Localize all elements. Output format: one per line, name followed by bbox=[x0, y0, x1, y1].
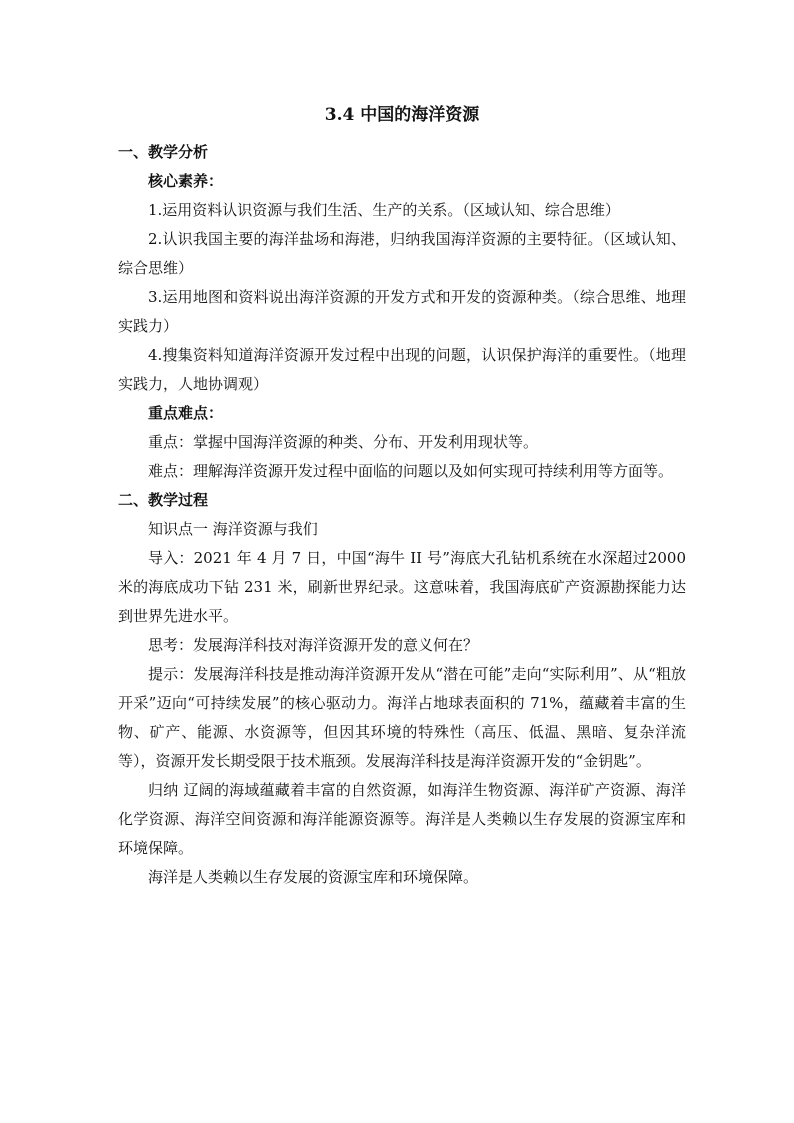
question-paragraph: 思考：发展海洋科技对海洋资源开发的意义何在？ bbox=[148, 636, 479, 654]
core-literacy-label: 核心素养： bbox=[148, 172, 224, 190]
core-literacy-item: 1.运用资料认识资源与我们生活、生产的关系。（区域认知、综合思维） bbox=[148, 201, 620, 219]
conclusion-paragraph: 海洋是人类赖以生存发展的资源宝库和环境保障。 bbox=[148, 868, 479, 886]
knowledge-point-title: 知识点一 海洋资源与我们 bbox=[148, 520, 318, 538]
core-literacy-item: 2.认识我国主要的海洋盐场和海港，归纳我国海洋资源的主要特征。（区域认知、综合思维） bbox=[118, 230, 686, 277]
key-difficult-label: 重点难点： bbox=[148, 404, 224, 422]
summary-paragraph: 归纳 辽阔的海域蕴藏着丰富的自然资源，如海洋生物资源、海洋矿产资源、海洋化学资源、海洋空间资源和海洋能源资源等。海洋是人类赖以生存发展的资源宝库和环境保障。 bbox=[118, 781, 686, 857]
document-title: 3.4 中国的海洋资源 bbox=[324, 105, 480, 125]
core-literacy-item: 4.搜集资料知道海洋资源开发过程中出现的问题，认识保护海洋的重要性。（地理实践力，人地协调观） bbox=[118, 346, 686, 393]
core-literacy-item: 3.运用地图和资料说出海洋资源的开发方式和开发的资源种类。（综合思维、地理实践力） bbox=[118, 288, 686, 335]
hint-paragraph: 提示：发展海洋科技是推动海洋资源开发从“潜在可能”走向“实际利用”、从“粗放开采”迈向“可持续发展”的核心驱动力。海洋占地球表面积的 71%，蕴藏着丰富的生物、矿产、能源、水资源等，但因其环境的特殊性（高压、低温、黑暗、复杂洋流等），资源开发长期受限于技术瓶颈。发展海洋科技是海洋资源开发的“金钥匙”。 bbox=[118, 665, 686, 770]
document-page bbox=[118, 100, 686, 892]
difficult-point-paragraph: 难点：理解海洋资源开发过程中面临的问题以及如何实现可持续利用等方面等。 bbox=[148, 462, 674, 480]
intro-paragraph: 导入：2021 年 4 月 7 日，中国“海牛 II 号”海底大孔钻机系统在水深超过2000 米的海底成功下钻 231 米，刷新世界纪录。这意味着，我国海底矿产资源勘探能力达到世界先进水平。 bbox=[118, 549, 686, 625]
section-heading-teaching-process: 二、教学过程 bbox=[118, 491, 209, 509]
key-point-paragraph: 重点：掌握中国海洋资源的种类、分布、开发利用现状等。 bbox=[148, 433, 539, 451]
section-heading-teaching-analysis: 一、教学分析 bbox=[118, 143, 209, 161]
